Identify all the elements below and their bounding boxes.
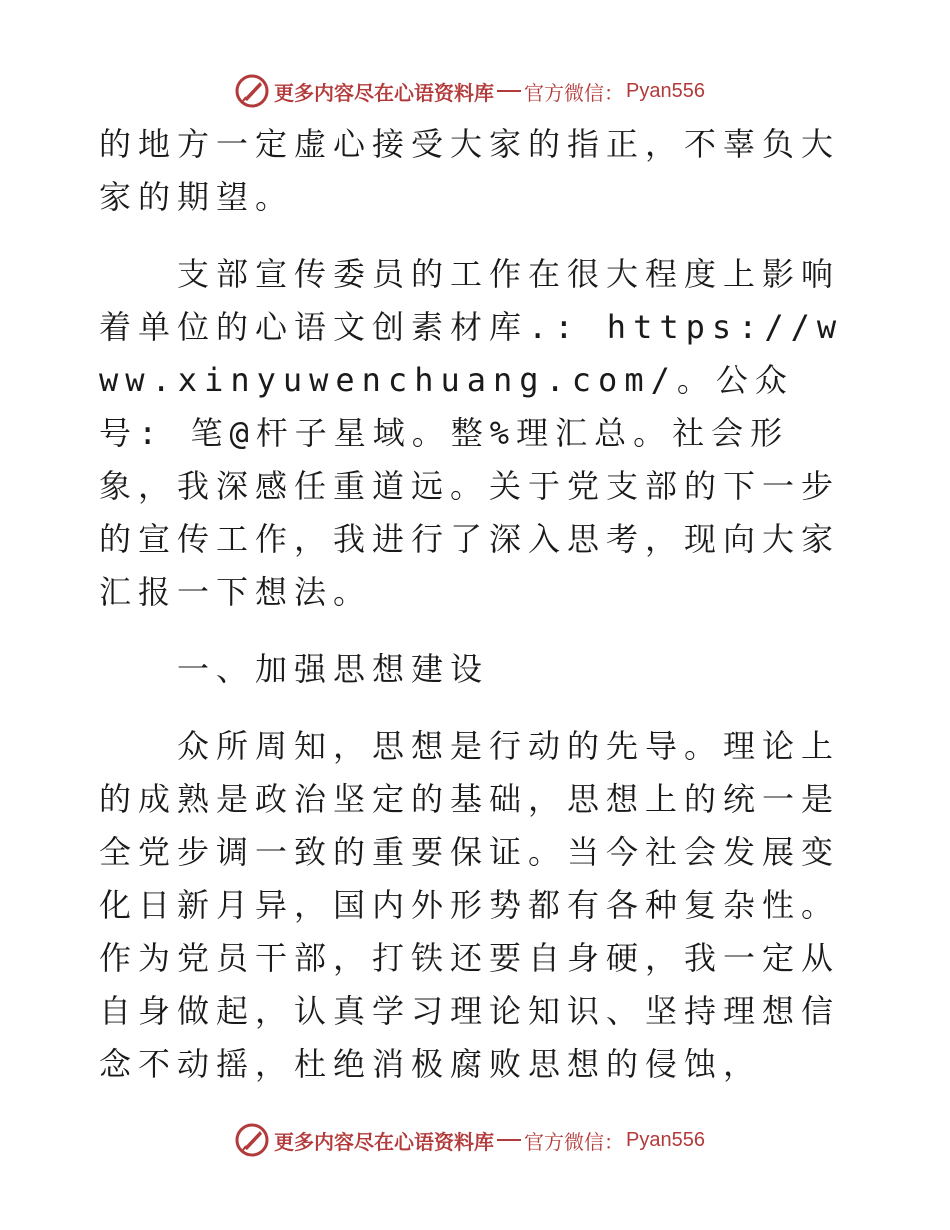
banner-dash	[497, 1139, 521, 1141]
banner-wechat-label: 官方微信：	[524, 80, 624, 105]
paragraph-continued: 的地方一定虚心接受大家的指正，不辜负大家的期望。	[99, 125, 841, 216]
banner-dash	[497, 90, 521, 92]
quill-logo-icon	[234, 1122, 270, 1158]
footer-watermark-banner	[234, 1120, 705, 1160]
header-watermark-banner	[234, 71, 705, 111]
banner-main-text: 更多内容尽在心语资料库	[274, 80, 494, 105]
banner-wechat-label: 官方微信：	[524, 1129, 624, 1154]
banner-main-text: 更多内容尽在心语资料库	[274, 1129, 494, 1154]
section-heading: 一、加强思想建设	[177, 650, 490, 688]
banner-wechat-id: Pyan556	[626, 79, 705, 102]
paragraph-ideology: 众所周知，思想是行动的先导。理论上的成熟是政治坚定的基础，思想上的统一是全党步调一致的重要保证。当今社会发展变化日新月异，国内外形势都有各种复杂性。作为党员干部，打铁还要自身硬，我一定从自身做起，认真学习理论知识、坚持理想信念不动摇，杜绝消极腐败思想的侵蚀，	[99, 727, 841, 1083]
document-body	[99, 118, 849, 1115]
paragraph-propaganda-role: 支部宣传委员的工作在很大程度上影响着单位的心语文创素材库.: https://www.xinyuwenchuang.com/。公众号: 笔@杆子星域。整%理汇总。社会形象，我深感任重道远。关于党支部的下一步的宣传工作，我进行了深入思考，现向大家汇报一下想法。	[99, 255, 844, 611]
banner-wechat-id: Pyan556	[626, 1128, 705, 1151]
quill-logo-icon	[234, 73, 270, 109]
